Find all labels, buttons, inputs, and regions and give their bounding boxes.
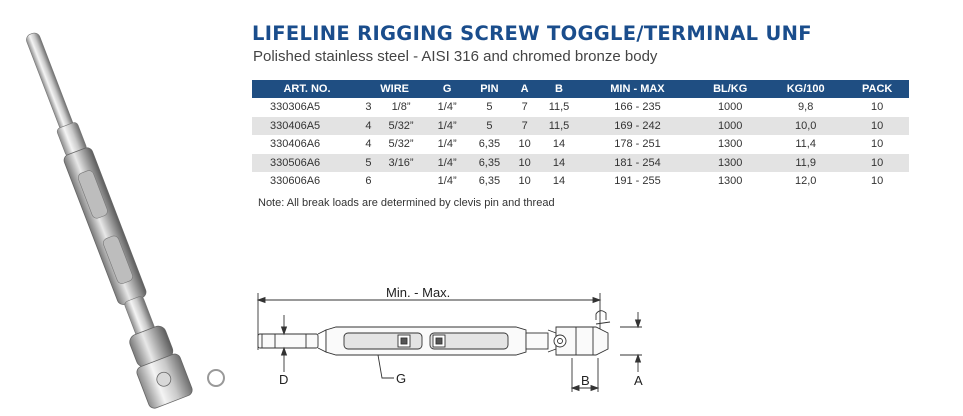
table-row (252, 154, 909, 173)
cell-b: 11,5 (548, 101, 570, 114)
cell-g: 1/4” (427, 117, 467, 136)
cell-kg-100: 11,9 (766, 154, 845, 173)
cell-kg-100: 10,0 (766, 117, 845, 136)
page-title: LIFELINE RIGGING SCREW TOGGLE/TERMINAL UNF (252, 22, 812, 45)
cell-wire-in: 1/8” (391, 101, 411, 114)
table-row (252, 172, 909, 191)
cell-kg-100: 11,4 (795, 138, 816, 151)
cell-min-max: 191 - 255 (614, 175, 661, 188)
cell-wire-in (375, 172, 427, 191)
table-header-row (252, 80, 909, 98)
header-art-no: ART. NO. (252, 80, 362, 98)
cell-min-max: 181 - 254 (581, 154, 695, 173)
table-note: Note: All break loads are determined by clevis pin and thread (258, 197, 555, 209)
cell-pack: 10 (871, 138, 884, 151)
cell-g: 1/4” (437, 138, 457, 151)
cell-art-no: 330406A6 (270, 138, 321, 151)
cell-a: 10 (518, 175, 531, 188)
cell-art-no: 330306A5 (270, 101, 321, 114)
technical-drawing (240, 280, 680, 416)
header-pack: PACK (845, 80, 909, 98)
label-b: B (581, 373, 590, 388)
label-d: D (279, 372, 289, 387)
cell-min-max: 169 - 242 (581, 117, 695, 136)
label-g: G (396, 371, 407, 386)
cell-a: 7 (521, 101, 528, 114)
table-row (252, 98, 909, 117)
cell-art-no: 330406A5 (252, 117, 362, 136)
cell-a: 7 (512, 117, 538, 136)
cell-wire-mm: 5 (362, 154, 375, 173)
cell-bl-kg: 1300 (694, 154, 766, 173)
cell-wire-in: 5/32” (388, 138, 414, 151)
cell-pin: 5 (467, 117, 512, 136)
header-wire: WIRE (362, 80, 427, 98)
cell-pack: 10 (845, 117, 909, 136)
header-b: B (537, 80, 580, 98)
header-kg-100: KG/100 (766, 80, 845, 98)
cell-g: 1/4” (437, 101, 457, 114)
cell-pack: 10 (845, 154, 909, 173)
cell-b: 11,5 (537, 117, 580, 136)
cell-bl-kg: 1300 (717, 175, 743, 188)
spec-table (252, 80, 909, 191)
cell-min-max: 178 - 251 (614, 138, 661, 151)
cell-wire-in: 3/16” (375, 154, 427, 173)
cell-pin: 6,35 (478, 138, 501, 151)
cell-pin: 6,35 (467, 154, 512, 173)
min-max-label: Min. - Max. (386, 285, 451, 300)
product-photo (0, 0, 240, 416)
page-subtitle: Polished stainless steel - AISI 316 and chromed bronze body (253, 48, 658, 65)
cell-kg-100: 12,0 (794, 175, 817, 188)
cell-b: 14 (537, 154, 580, 173)
header-min-max: MIN - MAX (581, 80, 695, 98)
cell-wire-in: 5/32” (375, 117, 427, 136)
cell-art-no: 330506A6 (252, 154, 362, 173)
cell-wire-mm: 3 (365, 101, 372, 114)
cell-pin: 5 (486, 101, 493, 114)
cell-g: 1/4” (437, 175, 457, 188)
cell-g: 1/4” (427, 154, 467, 173)
cell-bl-kg: 1300 (717, 138, 743, 151)
cell-b: 14 (552, 175, 566, 188)
cell-pack: 10 (871, 101, 884, 114)
label-a: A (634, 373, 643, 388)
cell-b: 14 (552, 138, 566, 151)
header-bl-kg: BL/KG (694, 80, 766, 98)
cell-pack: 10 (871, 175, 884, 188)
cell-min-max: 166 - 235 (614, 101, 661, 114)
cell-wire-mm: 4 (362, 117, 375, 136)
table-row (252, 135, 909, 154)
cell-kg-100: 9,8 (798, 101, 814, 114)
cell-a: 10 (518, 138, 531, 151)
cell-bl-kg: 1000 (694, 117, 766, 136)
cell-a: 10 (512, 154, 538, 173)
table-row (252, 117, 909, 136)
cell-bl-kg: 1000 (717, 101, 743, 114)
header-g: G (427, 80, 467, 98)
header-pin: PIN (467, 80, 512, 98)
cell-pin: 6,35 (478, 175, 501, 188)
cell-wire-mm: 6 (365, 175, 372, 188)
cell-art-no: 330606A6 (270, 175, 321, 188)
header-a: A (512, 80, 538, 98)
cell-wire-mm: 4 (365, 138, 372, 151)
